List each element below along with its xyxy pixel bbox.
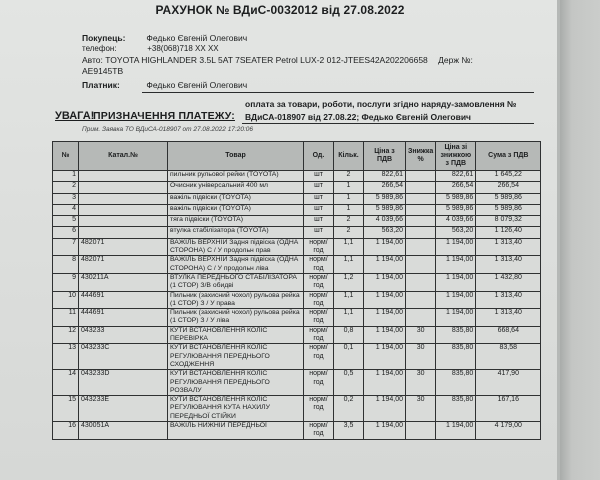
cell-unit: норм/год (304, 273, 334, 291)
cell-unit: норм/год (304, 344, 334, 370)
cell-item: пильник рульової рейки (TOYOTA) (168, 171, 304, 182)
table-row (53, 182, 541, 193)
cell-sum: 1 313,40 (476, 238, 541, 256)
table-row (53, 309, 541, 327)
cell-discounted-price: 563,20 (436, 227, 476, 238)
cell-discount (406, 182, 436, 193)
cell-discount (406, 204, 436, 215)
cell-price: 1 194,00 (364, 309, 406, 327)
cell-sum: 1 126,40 (476, 227, 541, 238)
cell-discounted-price: 1 194,00 (436, 238, 476, 256)
cell-price: 1 194,00 (364, 291, 406, 309)
cell-sum: 5 989,86 (476, 204, 541, 215)
cell-price: 1 194,00 (364, 238, 406, 256)
cell-price: 1 194,00 (364, 256, 406, 274)
cell-item: ВАЖІЛЬ НИЖНІЙ ПЕРЕДНЬОЇ (168, 422, 304, 440)
cell-price: 5 989,86 (364, 193, 406, 204)
cell-price: 563,20 (364, 227, 406, 238)
cell-item: ВАЖІЛЬ ВЕРХНІЙ Задня підвіска (ОДНА СТОРОНА) С / У продольн прав (168, 238, 304, 256)
cell-number: 2 (53, 182, 79, 193)
cell-number: 13 (53, 344, 79, 370)
cell-discounted-price: 1 194,00 (436, 309, 476, 327)
cell-qty: 2 (334, 216, 364, 227)
cell-discounted-price: 822,61 (436, 171, 476, 182)
attention-label: УВАГА! (55, 110, 95, 122)
cell-price: 5 989,86 (364, 204, 406, 215)
cell-number: 8 (53, 256, 79, 274)
cell-sum: 1 432,80 (476, 273, 541, 291)
payment-purpose-label: ПРИЗНАЧЕННЯ ПЛАТЕЖУ: (93, 110, 235, 122)
cell-catalog (79, 204, 168, 215)
col-header-unit: Од. (304, 142, 334, 171)
table-row (53, 291, 541, 309)
cell-discounted-price: 1 194,00 (436, 273, 476, 291)
col-header-qty: Кільк. (334, 142, 364, 171)
phone-value: +38(068)718 XX XX (147, 44, 219, 53)
car-row (82, 55, 473, 65)
cell-sum: 1 645,22 (476, 171, 541, 182)
cell-discounted-price: 1 194,00 (436, 256, 476, 274)
cell-unit: норм/год (304, 309, 334, 327)
cell-qty: 2 (334, 171, 364, 182)
cell-item: КУТИ ВСТАНОВЛЕННЯ КОЛІС РЕГУЛЮВАННЯ ПЕРЕДНЬОГО РОЗВАЛУ (168, 370, 304, 396)
cell-price: 4 039,66 (364, 216, 406, 227)
cell-discounted-price: 5 989,86 (436, 204, 476, 215)
cell-qty: 2 (334, 227, 364, 238)
cell-sum: 5 989,86 (476, 193, 541, 204)
cell-price: 266,54 (364, 182, 406, 193)
cell-unit: норм/год (304, 238, 334, 256)
cell-catalog (79, 182, 168, 193)
cell-item: ВАЖІЛЬ ВЕРХНІЙ Задня підвіска (ОДНА СТОРОНА) С / У продольн ліва (168, 256, 304, 274)
cell-discount (406, 309, 436, 327)
cell-discounted-price: 835,80 (436, 326, 476, 344)
cell-catalog: 482071 (79, 238, 168, 256)
cell-number: 5 (53, 216, 79, 227)
table-row (53, 396, 541, 422)
cell-qty: 3,5 (334, 422, 364, 440)
invoice-title: РАХУНОК № ВДиС-0032012 від 27.08.2022 (155, 3, 405, 17)
cell-discount (406, 273, 436, 291)
table-row (53, 171, 541, 182)
cell-discount (406, 171, 436, 182)
cell-number: 12 (53, 326, 79, 344)
cell-unit: шт (304, 193, 334, 204)
cell-unit: шт (304, 227, 334, 238)
cell-price: 1 194,00 (364, 396, 406, 422)
cell-sum: 83,58 (476, 344, 541, 370)
cell-catalog: 444691 (79, 291, 168, 309)
col-header-number: № (53, 142, 79, 171)
cell-qty: 1,1 (334, 256, 364, 274)
cell-discount: 30 (406, 326, 436, 344)
cell-number: 10 (53, 291, 79, 309)
col-header-sum: Сума з ПДВ (476, 142, 541, 171)
phone-label: телефон: (82, 44, 117, 53)
cell-discounted-price: 835,80 (436, 396, 476, 422)
cell-unit: норм/год (304, 396, 334, 422)
cell-number: 3 (53, 193, 79, 204)
phone-row (82, 44, 219, 53)
cell-sum: 4 179,00 (476, 422, 541, 440)
cell-discount (406, 227, 436, 238)
cell-catalog: 482071 (79, 256, 168, 274)
payer-row (82, 80, 247, 90)
cell-catalog (79, 216, 168, 227)
cell-item: Пильник (захисний чохол) рульова рейка (1 СТОР) З / У права (168, 291, 304, 309)
cell-qty: 1,1 (334, 238, 364, 256)
paper-edge (557, 0, 560, 480)
table-row (53, 422, 541, 440)
cell-discount: 30 (406, 396, 436, 422)
invoice-items-table (52, 141, 541, 440)
cell-item: КУТИ ВСТАНОВЛЕННЯ КОЛІС ПЕРЕВІРКА (168, 326, 304, 344)
cell-qty: 1,2 (334, 273, 364, 291)
cell-discount (406, 238, 436, 256)
cell-price: 822,61 (364, 171, 406, 182)
cell-unit: норм/год (304, 326, 334, 344)
cell-number: 7 (53, 238, 79, 256)
cell-unit: шт (304, 182, 334, 193)
cell-qty: 1,1 (334, 291, 364, 309)
table-row (53, 256, 541, 274)
payment-purpose-line-1: оплата за товари, роботи, послуги згідно наряду-замовлення № (245, 99, 517, 109)
cell-sum: 1 313,40 (476, 291, 541, 309)
background-surface (560, 0, 600, 480)
cell-unit: норм/год (304, 422, 334, 440)
cell-item: Очисник універсальний 400 мл (168, 182, 304, 193)
cell-price: 1 194,00 (364, 326, 406, 344)
cell-catalog: 043233 (79, 326, 168, 344)
buyer-row (82, 33, 247, 43)
cell-unit: норм/год (304, 370, 334, 396)
cell-discount (406, 422, 436, 440)
payer-underline (142, 92, 534, 93)
table-row (53, 370, 541, 396)
cell-number: 14 (53, 370, 79, 396)
payment-purpose-text (245, 98, 535, 124)
cell-qty: 0,5 (334, 370, 364, 396)
buyer-value: Федько Євгеній Олегович (146, 33, 248, 43)
cell-number: 4 (53, 204, 79, 215)
table-row (53, 326, 541, 344)
cell-catalog (79, 171, 168, 182)
payment-purpose-line-2: ВДиСА-018907 від 27.08.22; Федько Євгеній Олегович (245, 112, 471, 122)
cell-discount: 30 (406, 370, 436, 396)
cell-number: 11 (53, 309, 79, 327)
buyer-label: Покупець: (82, 33, 126, 43)
cell-sum: 668,64 (476, 326, 541, 344)
cell-catalog (79, 227, 168, 238)
cell-price: 1 194,00 (364, 422, 406, 440)
cell-unit: норм/год (304, 291, 334, 309)
table-header-row (53, 142, 541, 171)
cell-catalog: 043233C (79, 344, 168, 370)
cell-price: 1 194,00 (364, 273, 406, 291)
cell-discounted-price: 1 194,00 (436, 291, 476, 309)
cell-item: КУТИ ВСТАНОВЛЕННЯ КОЛІС РЕГУЛЮВАННЯ КУТА НАХИЛУ ПЕРЕДНЬОЇ СТІЙКИ (168, 396, 304, 422)
col-header-discount: Знижка % (406, 142, 436, 171)
cell-discount: 30 (406, 344, 436, 370)
cell-item: ВТУЛКА ПЕРЕДНЬОГО СТАБІЛІЗАТОРА (1 СТОР) З/В обидві (168, 273, 304, 291)
table-row (53, 216, 541, 227)
col-header-price: Ціна з ПДВ (364, 142, 406, 171)
cell-sum: 8 079,32 (476, 216, 541, 227)
cell-qty: 1,1 (334, 309, 364, 327)
cell-item: Пильник (захисний чохол) рульова рейка (1 СТОР) З / У ліва (168, 309, 304, 327)
cell-discounted-price: 1 194,00 (436, 422, 476, 440)
cell-item: втулка стабілізатора (TOYOTA) (168, 227, 304, 238)
cell-number: 1 (53, 171, 79, 182)
cell-item: важіль підвіски (TOYOTA) (168, 204, 304, 215)
plate-row (82, 66, 123, 76)
table-row (53, 273, 541, 291)
table-row (53, 193, 541, 204)
cell-unit: норм/год (304, 256, 334, 274)
cell-discount (406, 193, 436, 204)
plate-value: AE9145TB (82, 66, 124, 76)
payer-label: Платник: (82, 80, 120, 90)
cell-sum: 1 313,40 (476, 256, 541, 274)
cell-qty: 1 (334, 204, 364, 215)
cell-catalog: 043233D (79, 370, 168, 396)
cell-qty: 1 (334, 193, 364, 204)
cell-number: 9 (53, 273, 79, 291)
cell-number: 16 (53, 422, 79, 440)
cell-discounted-price: 266,54 (436, 182, 476, 193)
cell-price: 1 194,00 (364, 344, 406, 370)
order-note: Прим. Заявка ТО ВДиСА-018907 от 27.08.2022 17:20:06 (82, 126, 253, 133)
cell-discounted-price: 835,80 (436, 344, 476, 370)
cell-discount (406, 256, 436, 274)
table-row (53, 227, 541, 238)
cell-unit: шт (304, 171, 334, 182)
cell-catalog: 043233E (79, 396, 168, 422)
cell-sum: 417,90 (476, 370, 541, 396)
cell-qty: 0,8 (334, 326, 364, 344)
cell-discounted-price: 4 039,66 (436, 216, 476, 227)
table-row (53, 344, 541, 370)
cell-catalog: 430211A (79, 273, 168, 291)
cell-item: КУТИ ВСТАНОВЛЕННЯ КОЛІС РЕГУЛЮВАННЯ ПЕРЕДНЬОГО СХОДЖЕННЯ (168, 344, 304, 370)
col-header-catalog: Катал.№ (79, 142, 168, 171)
plate-label: Держ №: (438, 55, 473, 65)
cell-discounted-price: 5 989,86 (436, 193, 476, 204)
cell-number: 6 (53, 227, 79, 238)
cell-qty: 0,1 (334, 344, 364, 370)
car-value: Авто: TOYOTA HIGHLANDER 3.5L 5AT 7SEATER Petrol LUX-2 012-JTEES42A202206658 (82, 55, 428, 65)
cell-item: важіль підвіски (TOYOTA) (168, 193, 304, 204)
cell-sum: 266,54 (476, 182, 541, 193)
payer-value: Федько Євгеній Олегович (146, 80, 248, 90)
cell-unit: шт (304, 204, 334, 215)
cell-sum: 167,16 (476, 396, 541, 422)
cell-qty: 0,2 (334, 396, 364, 422)
cell-discount (406, 216, 436, 227)
cell-qty: 1 (334, 182, 364, 193)
cell-catalog: 444691 (79, 309, 168, 327)
table-row (53, 204, 541, 215)
col-header-discounted-price: Ціна зі знижкою з ПДВ (436, 142, 476, 171)
col-header-item: Товар (168, 142, 304, 171)
cell-catalog (79, 193, 168, 204)
cell-catalog: 430051A (79, 422, 168, 440)
cell-number: 15 (53, 396, 79, 422)
cell-discount (406, 291, 436, 309)
table-row (53, 238, 541, 256)
cell-discounted-price: 835,80 (436, 370, 476, 396)
purpose-underline (242, 123, 534, 124)
cell-item: тяга підвіски (TOYOTA) (168, 216, 304, 227)
cell-price: 1 194,00 (364, 370, 406, 396)
cell-sum: 1 313,40 (476, 309, 541, 327)
cell-unit: шт (304, 216, 334, 227)
